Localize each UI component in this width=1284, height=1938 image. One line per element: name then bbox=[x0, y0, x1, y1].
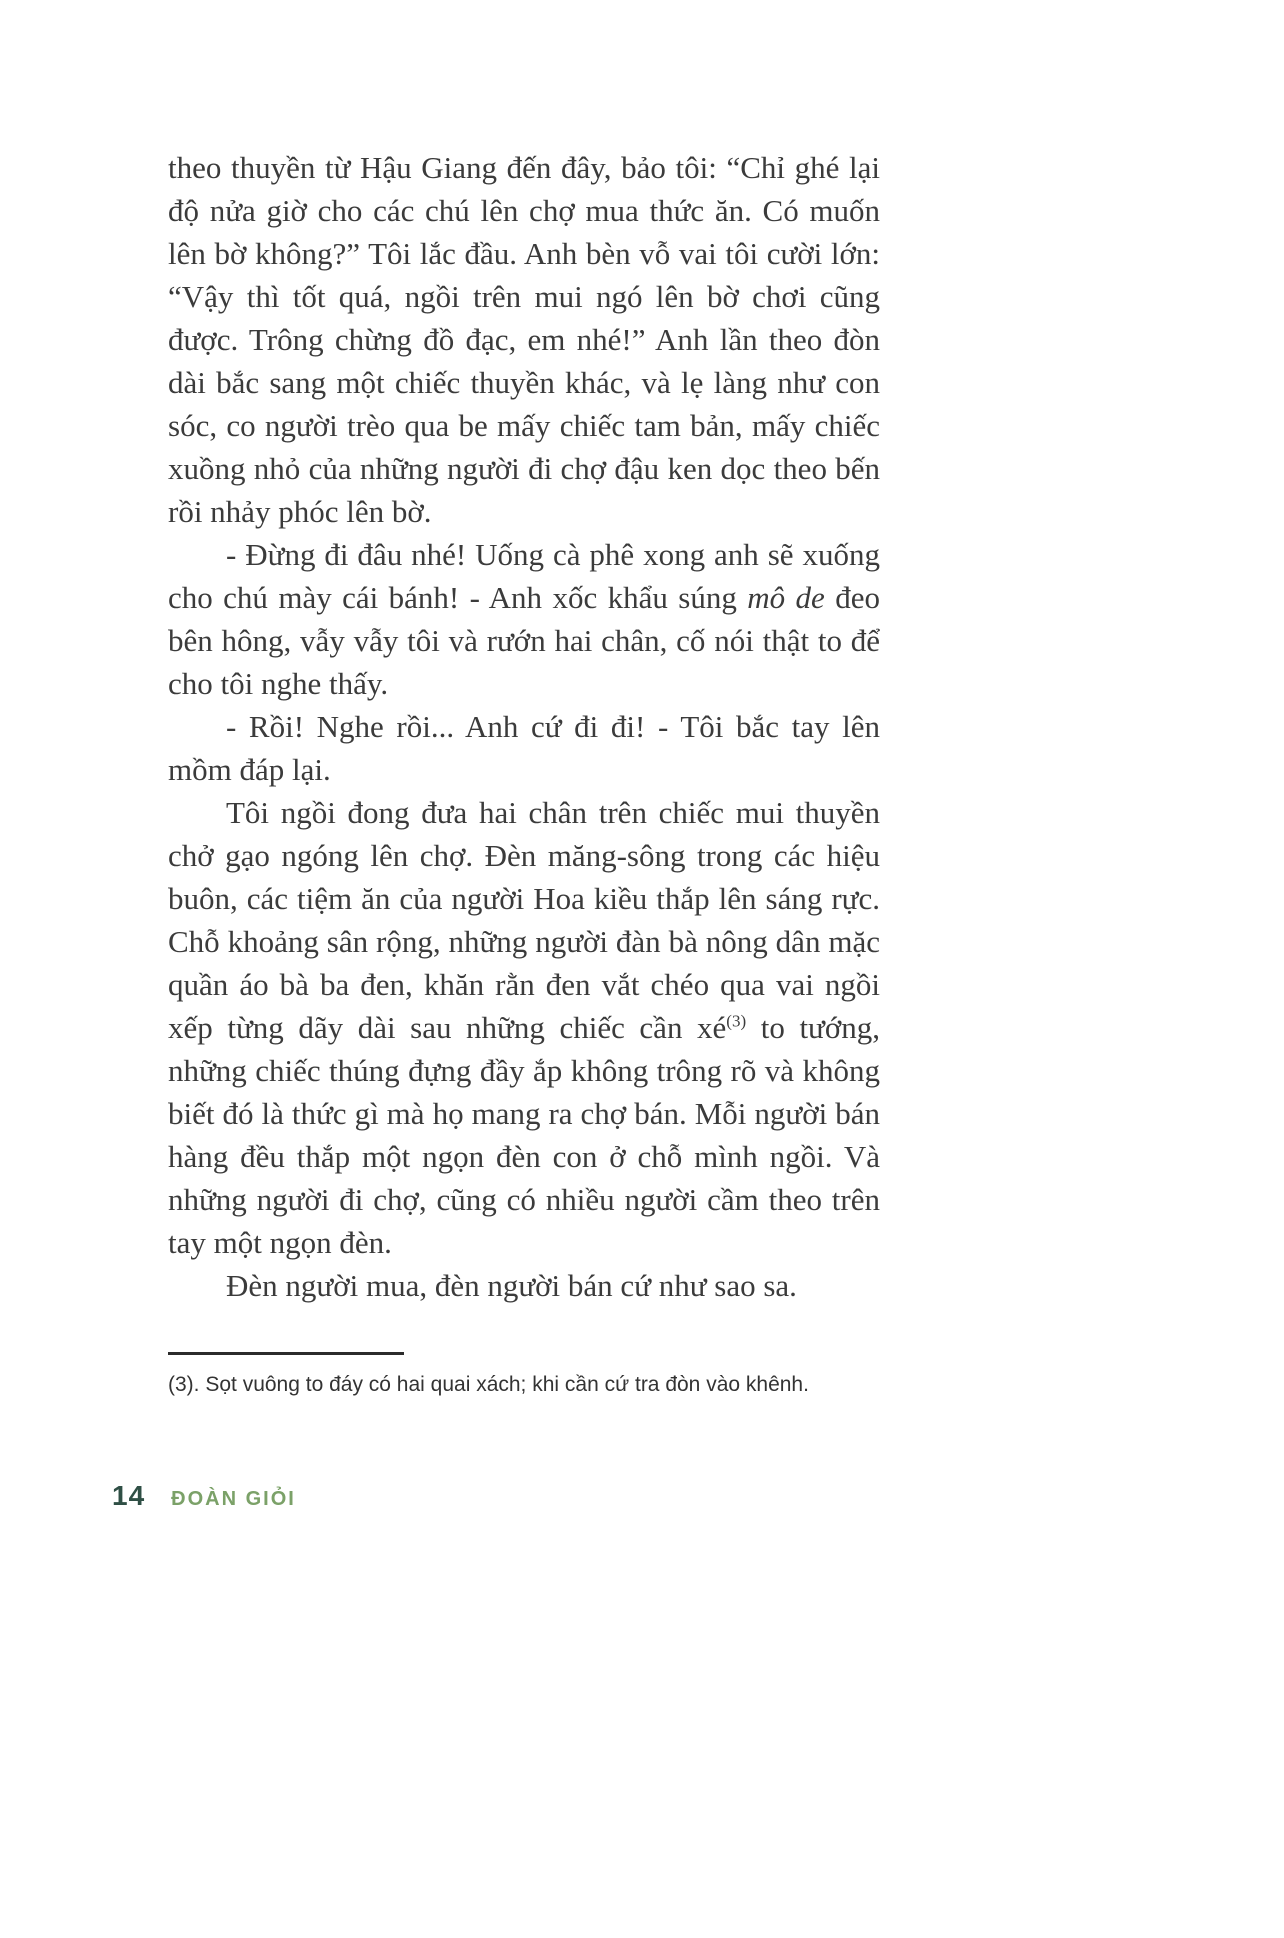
paragraph bbox=[168, 791, 880, 1264]
text-segment: đeo bên hông, vẫy vẫy tôi và rướn hai chân, cố nói thật to để cho tôi nghe thấy. bbox=[168, 580, 880, 701]
text-segment: Đèn người mua, đèn người bán cứ như sao sa. bbox=[226, 1268, 797, 1303]
paragraph bbox=[168, 146, 880, 533]
author-name: ĐOÀN GIỎI bbox=[171, 1488, 296, 1510]
text-block bbox=[168, 146, 880, 1307]
text-segment: to tướng, những chiếc thúng đựng đầy ắp không trông rõ và không biết đó là thức gì mà họ mang ra chợ bán. Mỗi người bán hàng đều thắp một ngọn đèn con ở chỗ mình ngồi. Và những người đi chợ, cũng có nhiều người cầm theo trên tay một ngọn đèn. bbox=[168, 1010, 880, 1260]
footnote-marker: (3) bbox=[726, 1011, 747, 1031]
page-footer bbox=[112, 1480, 296, 1512]
paragraph bbox=[168, 705, 880, 791]
page-number: 14 bbox=[112, 1480, 146, 1511]
footnote-text: (3). Sọt vuông to đáy có hai quai xách; khi cần cứ tra đòn vào khênh. bbox=[168, 1373, 809, 1396]
text-segment: theo thuyền từ Hậu Giang đến đây, bảo tôi: “Chỉ ghé lại độ nửa giờ cho các chú lên chợ mua thức ăn. Có muốn lên bờ không?” Tôi lắc đầu. Anh bèn vỗ vai tôi cười lớn: “Vậy thì tốt quá, ngồi trên mui ngó lên bờ chơi cũng được. Trông chừng đồ đạc, em nhé!” Anh lần theo đòn dài bắc sang một chiếc thuyền khác, và lẹ làng như con sóc, co người trèo qua be mấy chiếc tam bản, mấy chiếc xuồng nhỏ của những người đi chợ đậu ken dọc theo bến rồi nhảy phóc lên bờ. bbox=[168, 150, 880, 529]
text-segment: - Rồi! Nghe rồi... Anh cứ đi đi! - Tôi bắc tay lên mồm đáp lại. bbox=[168, 709, 880, 787]
footnote-area bbox=[168, 1352, 880, 1399]
text-segment: - Đừng đi đâu nhé! Uống cà phê xong anh sẽ xuống cho chú mày cái bánh! - Anh xốc khẩu súng bbox=[168, 537, 880, 615]
text-segment: Tôi ngồi đong đưa hai chân trên chiếc mui thuyền chở gạo ngóng lên chợ. Đèn măng-sông trong các hiệu buôn, các tiệm ăn của người Hoa kiều thắp lên sáng rực. Chỗ khoảng sân rộng, những người đàn bà nông dân mặc quần áo bà ba đen, khăn rằn đen vắt chéo qua vai ngồi xếp từng dãy dài sau những chiếc cần xé bbox=[168, 795, 880, 1045]
paragraph bbox=[168, 1264, 880, 1307]
text-segment: mô de bbox=[747, 580, 825, 615]
footnote-divider bbox=[168, 1352, 404, 1355]
paragraph bbox=[168, 533, 880, 705]
